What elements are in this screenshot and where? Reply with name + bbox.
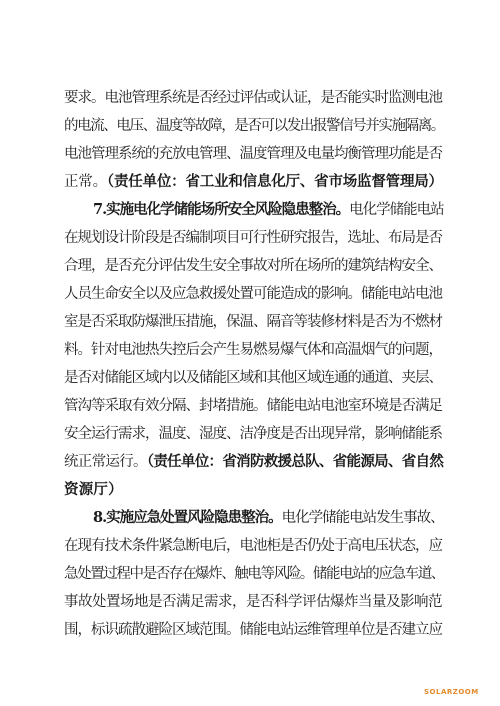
text-segment: 统正常运行。 <box>64 454 147 470</box>
text-line <box>64 280 444 308</box>
text-line <box>64 364 444 392</box>
text-segment: 在现有技术条件紧急断电后，电池柜是否仍处于高电压状态，应 <box>64 538 442 554</box>
bold-text-segment: 8.实施应急处置风险隐患整治。 <box>93 509 282 526</box>
text-segment: 围，标识疏散避险区域范围。储能电站运维管理单位是否建立应 <box>64 622 442 638</box>
text-line <box>64 252 444 280</box>
text-line <box>64 392 444 420</box>
text-segment: 电化学储能电站 <box>349 202 444 218</box>
text-segment: 安全运行需求，温度、湿度、洁净度是否出现异常，影响储能系 <box>64 426 442 442</box>
text-segment: 正常。 <box>64 174 107 190</box>
text-line <box>64 336 444 364</box>
text-line <box>64 504 444 532</box>
text-line <box>64 140 444 168</box>
text-segment: 室是否采取防爆泄压措施，保温、隔音等装修材料是否为不燃材 <box>64 314 442 330</box>
text-line <box>64 420 444 448</box>
text-line <box>64 532 444 560</box>
text-line <box>64 224 444 252</box>
text-line <box>64 84 444 112</box>
text-line <box>64 560 444 588</box>
text-segment: 的电流、电压、温度等故障，是否可以发出报警信号并实施隔离。 <box>64 118 444 134</box>
text-segment: 在规划设计阶段是否编制项目可行性研究报告，选址、布局是否 <box>64 230 442 246</box>
body-text <box>64 84 444 644</box>
bold-text-segment: 7.实施电化学储能场所安全风险隐患整治。 <box>93 201 350 218</box>
text-line <box>64 112 444 140</box>
text-line <box>64 308 444 336</box>
text-line <box>64 448 444 476</box>
text-line <box>64 168 444 196</box>
text-line <box>64 196 444 224</box>
text-line <box>64 588 444 616</box>
text-segment: 合理，是否充分评估发生安全事故对所在场所的建筑结构安全、 <box>64 258 442 274</box>
bold-text-segment: （责任单位：省消防救援总队、省能源局、省自然 <box>146 453 444 470</box>
text-segment: 事故处置场地是否满足需求，是否科学评估爆炸当量及影响范 <box>64 594 442 610</box>
bold-text-segment: 资源厅） <box>64 481 123 498</box>
text-segment: 电化学储能电站发生事故、 <box>281 510 444 526</box>
solarzoom-watermark: SOLARZOOM <box>424 688 479 696</box>
text-segment: 急处置过程中是否存在爆炸、触电等风险。储能电站的应急车道、 <box>64 566 444 582</box>
text-segment: 要求。电池管理系统是否经过评估或认证，是否能实时监测电池 <box>64 90 442 106</box>
text-segment: 电池管理系统的充放电管理、温度管理及电量均衡管理功能是否 <box>64 146 442 162</box>
text-segment: 是否对储能区域内以及储能区域和其他区域连通的通道、夹层、 <box>64 370 442 386</box>
text-line <box>64 616 444 644</box>
text-line <box>64 476 444 504</box>
bold-text-segment: （责任单位：省工业和信息化厅、省市场监督管理局） <box>106 173 443 190</box>
text-segment: 管沟等采取有效分隔、封堵措施。储能电站电池室环境是否满足 <box>64 398 442 414</box>
text-segment: 人员生命安全以及应急救援处置可能造成的影响。储能电站电池 <box>64 286 442 302</box>
text-segment: 料。针对电池热失控后会产生易燃易爆气体和高温烟气的问题， <box>64 342 442 358</box>
